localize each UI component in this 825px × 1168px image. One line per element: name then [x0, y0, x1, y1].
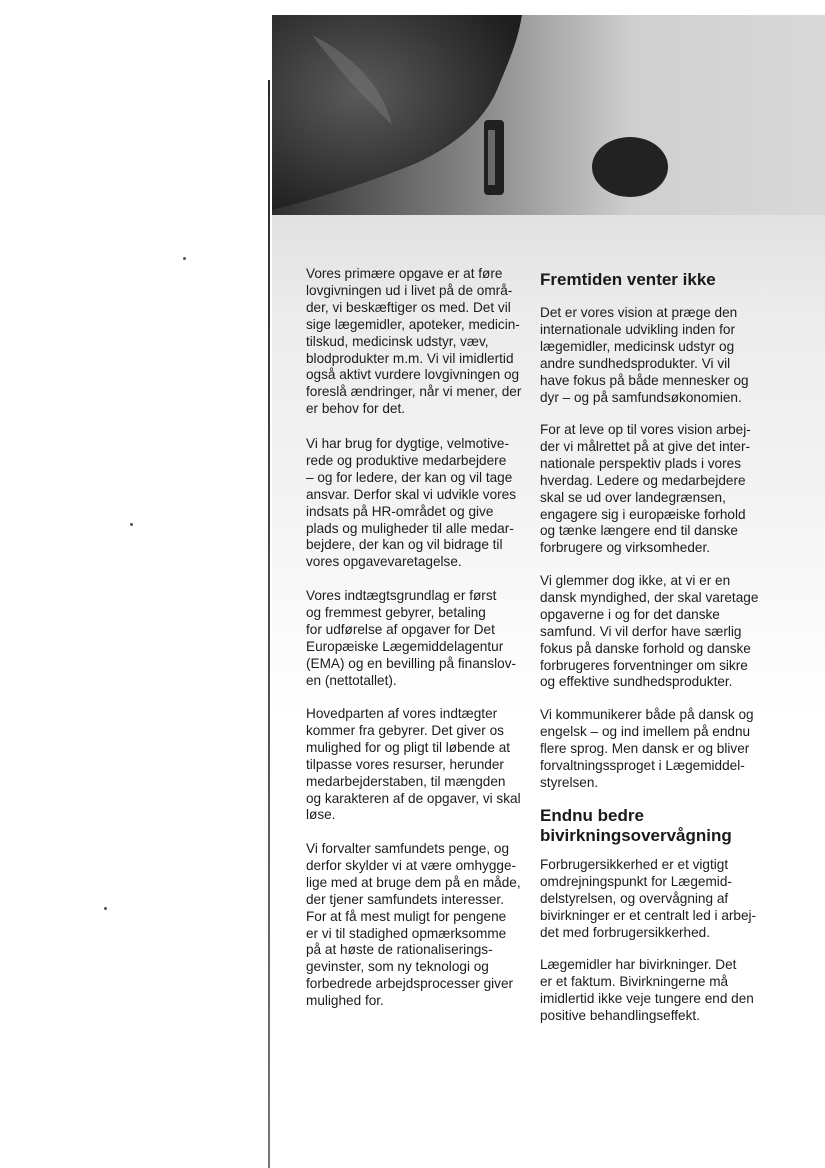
- right-column: [540, 422, 780, 557]
- right-column: [540, 857, 780, 942]
- left-column: [306, 436, 536, 571]
- paragraph: Lægemidler har bivirkninger. Det er et faktum. Bivirkningerne må imidlertid ikke veje tungere end den positive behandlingseffekt.: [540, 957, 754, 1023]
- right-column: [540, 957, 780, 1025]
- header-photo: [272, 15, 825, 215]
- scan-speck: [183, 257, 186, 260]
- left-column: [306, 266, 536, 418]
- paragraph: Det er vores vision at præge den internationale udvikling inden for lægemidler, medicinsk udstyr og andre sundhedsprodukter. Vi vil have fokus på både mennesker og dyr – og på samfundsøkonomien.: [540, 305, 749, 405]
- left-column: [306, 706, 536, 824]
- paragraph: For at leve op til vores vision arbej- der vi målrettet på at give det inter- nationale perspektiv plads i vores hverdag. Ledere og medarbejdere skal se ud over landegrænsen, engagere sig i europæiske forhold og tænke længere end til danske forbrugere og virksomheder.: [540, 422, 751, 556]
- section-heading: Fremtiden venter ikke: [540, 270, 716, 289]
- paragraph: Vi glemmer dog ikke, at vi er en dansk myndighed, der skal varetage opgaverne i og for det danske samfund. Vi vil derfor have særlig fokus på danske forhold og danske forbrugeres forventninger om sikre og effektive sundhedsprodukter.: [540, 573, 759, 690]
- paragraph: Vi kommunikerer både på dansk og engelsk – og ind imellem på endnu flere sprog. Men dansk er og bliver forvaltningssproget i Lægemiddel- styrelsen.: [540, 707, 754, 790]
- page-margin-line: [268, 80, 270, 1168]
- paragraph: Vores indtægtsgrundlag er først og fremmest gebyrer, betaling for udførelse af opgaver for Det Europæiske Lægemiddelagentur (EMA) og en bevilling på finanslov- en (nettotallet).: [306, 588, 517, 688]
- gloved-hand-with-vial-image: [272, 15, 825, 215]
- right-column: [540, 573, 780, 691]
- scan-speck: [104, 907, 107, 910]
- paragraph: Vi forvalter samfundets penge, og derfor skylder vi at være omhygge- lige med at bruge dem på en måde, der tjener samfundets interesser. For at få mest muligt for pengene er vi til stadighed opmærksomme på at høste de rationaliserings- gevinster, som ny teknologi og forbedrede arbejdsprocesser giver mulighed for.: [306, 841, 521, 1009]
- section-heading: Endnu bedre bivirkningsovervågning: [540, 806, 732, 845]
- left-column: [306, 588, 536, 689]
- left-column: [306, 841, 536, 1010]
- paragraph: Vores primære opgave er at føre lovgivningen ud i livet på de områ- der, vi beskæftiger os med. Det vil sige lægemidler, apoteker, medicin- tilskud, medicinsk udstyr, væv, blodprodukter m.m. Vi vil imidlertid også aktivt vurdere lovgivningen og foreslå ændringer, når vi mener, der er behov for det.: [306, 266, 522, 417]
- paragraph: Hovedparten af vores indtægter kommer fra gebyrer. Det giver os mulighed for og pligt til løbende at tilpasse vores resurser, herunder medarbejderstaben, til mængden og karakteren af de opgaver, vi skal løse.: [306, 706, 521, 823]
- paragraph: Forbrugersikkerhed er et vigtigt omdrejningspunkt for Lægemid- delstyrelsen, og overvågning af bivirkninger er et centralt led i arbej- det med forbrugersikkerhed.: [540, 857, 757, 940]
- right-column: [540, 806, 780, 846]
- right-column: [540, 270, 780, 290]
- right-column: [540, 305, 780, 406]
- right-column: [540, 707, 780, 792]
- scan-speck: [130, 523, 133, 526]
- paragraph: Vi har brug for dygtige, velmotive- rede og produktive medarbejdere – og for ledere, der kan og vil tage ansvar. Derfor skal vi udvikle vores indsats på HR-området og give plads og muligheder til alle medar- bejdere, der kan og vil bidrage til vores opgavevaretagelse.: [306, 436, 517, 570]
